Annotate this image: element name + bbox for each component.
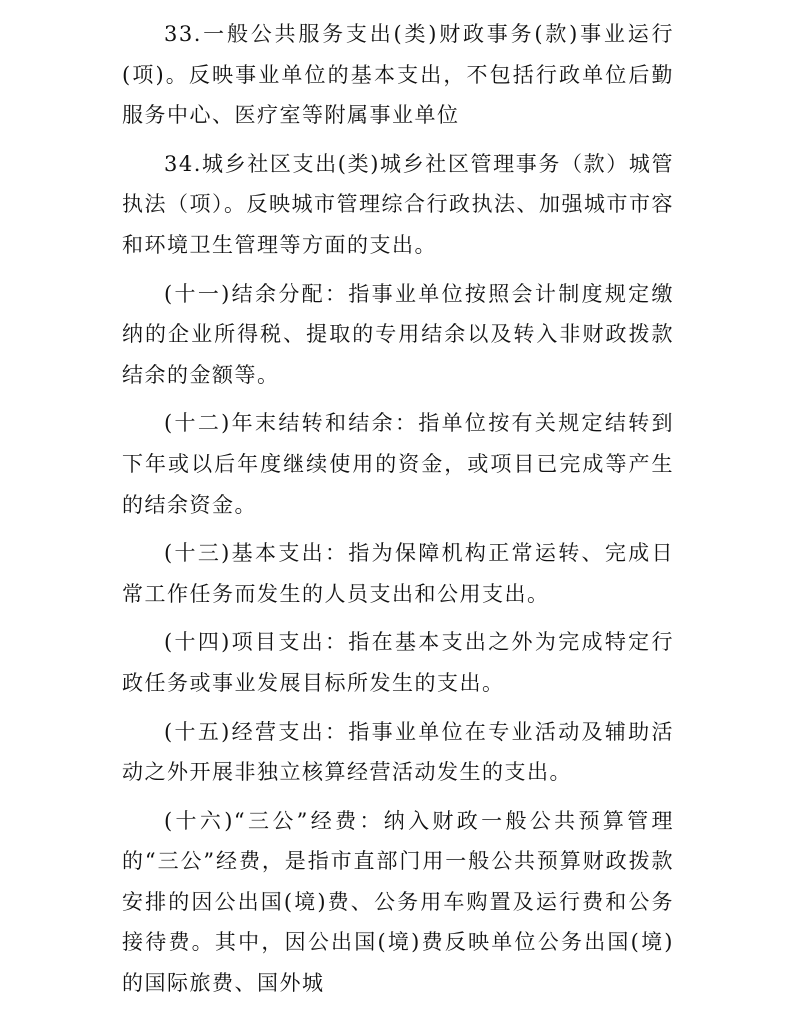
paragraph-surplus-distribution: (十一)结余分配：指事业单位按照会计制度规定缴纳的企业所得税、提取的专用结余以及转入非财政拨款结余的金额等。 — [122, 281, 674, 387]
paragraph-year-end-carryover: (十二)年末结转和结余：指单位按有关规定结转到下年或以后年度继续使用的资金，或项目已完成等产生的结余资金。 — [122, 411, 674, 517]
paragraph-basic-expenditure: (十三)基本支出：指为保障机构正常运转、完成日常工作任务而发生的人员支出和公用支出。 — [122, 541, 674, 606]
paragraph-project-expenditure: (十四)项目支出：指在基本支出之外为完成特定行政任务或事业发展目标所发生的支出。 — [122, 630, 674, 695]
paragraph-three-public-expenses: (十六)“三公”经费：纳入财政一般公共预算管理的“三公”经费，是指市直部门用一般公共预算财政拨款安排的因公出国(境)费、公务用车购置及运行费和公务接待费。其中，因公出国(境)费反映单位公务出国(境)的国际旅费、国外城 — [122, 808, 674, 996]
paragraph-item-34: 34.城乡社区支出(类)城乡社区管理事务（款）城管执法（项）。反映城市管理综合行政执法、加强城市市容和环境卫生管理等方面的支出。 — [122, 151, 674, 257]
document-body — [122, 14, 674, 1012]
paragraph-operating-expenditure: (十五)经营支出：指事业单位在专业活动及辅助活动之外开展非独立核算经营活动发生的支出。 — [122, 719, 674, 785]
paragraph-item-33: 33.一般公共服务支出(类)财政事务(款)事业运行(项)。反映事业单位的基本支出，不包括行政单位后勤服务中心、医疗室等附属事业单位 — [122, 22, 674, 128]
